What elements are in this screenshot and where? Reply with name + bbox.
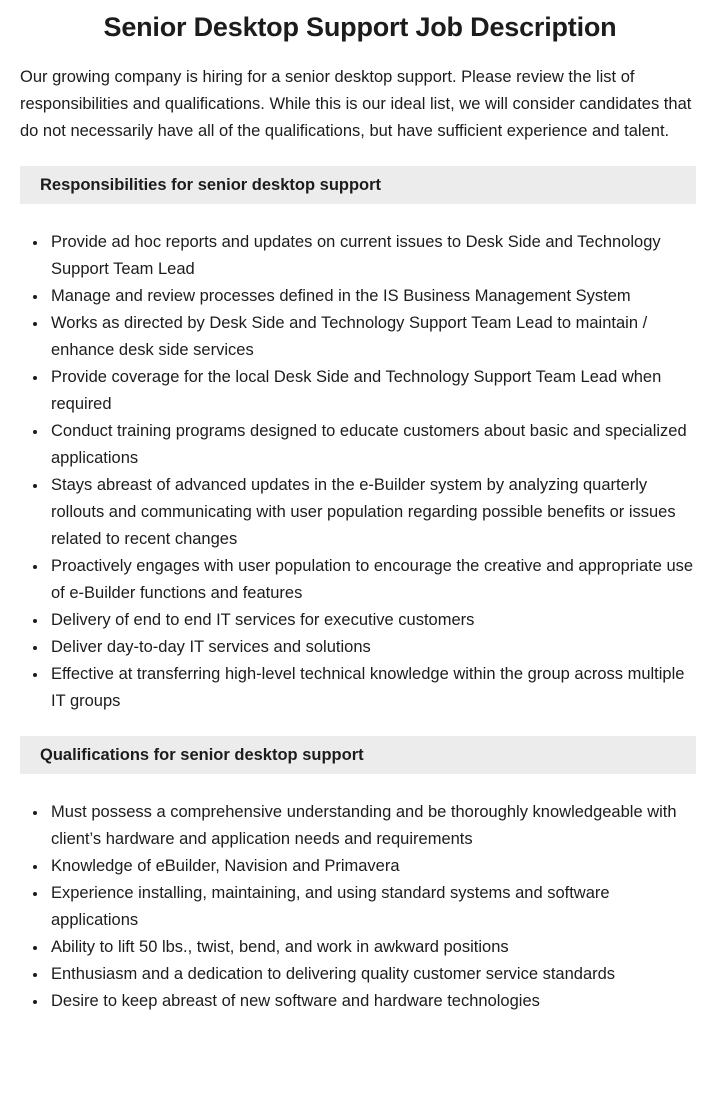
list-item: • Knowledge of eBuilder, Navision and Primavera	[48, 853, 696, 880]
list-item: • Conduct training programs designed to educate customers about basic and specialized applications	[48, 418, 696, 472]
list-item: • Stays abreast of advanced updates in the e-Builder system by analyzing quarterly rollouts and communicating with user population regarding possible benefits or issues related to recent changes	[48, 472, 696, 553]
list-item: • Ability to lift 50 lbs., twist, bend, and work in awkward positions	[48, 934, 696, 961]
list-item: • Deliver day-to-day IT services and solutions	[48, 634, 696, 661]
qualifications-list	[20, 799, 696, 1015]
list-item: • Must possess a comprehensive understanding and be thoroughly knowledgeable with client’s hardware and application needs and requirements	[48, 799, 696, 853]
section-heading-qualifications: Qualifications for senior desktop support	[20, 736, 696, 774]
list-item: • Effective at transferring high-level technical knowledge within the group across multiple IT groups	[48, 661, 696, 715]
list-item: • Delivery of end to end IT services for executive customers	[48, 607, 696, 634]
page-title: Senior Desktop Support Job Description	[103, 12, 617, 42]
intro-paragraph: Our growing company is hiring for a senior desktop support. Please review the list of responsibilities and qualifications. While this is our ideal list, we will consider candidates that do not necessarily have all of the qualifications, but have sufficient experience and talent.	[20, 68, 692, 140]
section-heading-responsibilities: Responsibilities for senior desktop support	[20, 166, 696, 204]
list-item: • Provide ad hoc reports and updates on current issues to Desk Side and Technology Support Team Lead	[48, 229, 696, 283]
list-item: • Enthusiasm and a dedication to delivering quality customer service standards	[48, 961, 696, 988]
list-item: • Experience installing, maintaining, and using standard systems and software applications	[48, 880, 696, 934]
list-item: • Works as directed by Desk Side and Technology Support Team Lead to maintain / enhance desk side services	[48, 310, 696, 364]
responsibilities-list	[20, 229, 696, 715]
list-item: • Desire to keep abreast of new software and hardware technologies	[48, 988, 696, 1015]
list-item: • Manage and review processes defined in the IS Business Management System	[48, 283, 696, 310]
list-item: • Provide coverage for the local Desk Side and Technology Support Team Lead when required	[48, 364, 696, 418]
list-item: • Proactively engages with user population to encourage the creative and appropriate use of e-Builder functions and features	[48, 553, 696, 607]
